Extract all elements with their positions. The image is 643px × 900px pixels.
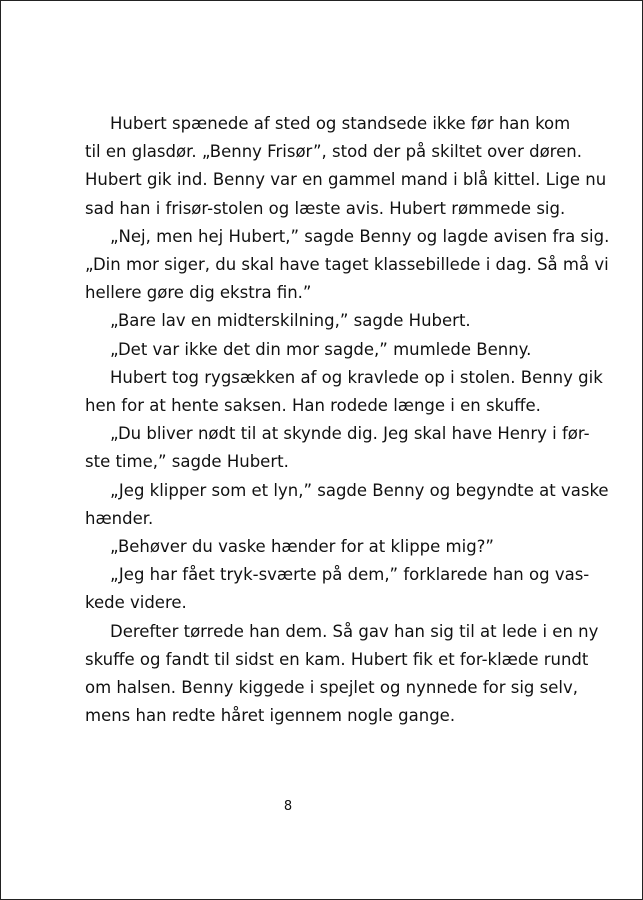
text-line: sad han i frisør-stolen og læste avis. Hubert rømmede sig. — [85, 198, 566, 218]
text-line: „Det var ikke det din mor sagde,” mumlede Benny. — [110, 339, 532, 359]
text-line: hen for at hente saksen. Han rodede længe i en skuffe. — [85, 396, 541, 416]
text-line: „Bare lav en midterskilning,” sagde Hubert. — [110, 311, 471, 331]
body-text — [85, 110, 610, 730]
text-line: „Du bliver nødt til at skynde dig. Jeg skal have Henry i før- — [110, 424, 590, 444]
text-line: ste time,” sagde Hubert. — [85, 452, 289, 472]
text-line: skuffe og fandt til sidst en kam. Hubert fik et for-klæde rundt — [85, 649, 589, 669]
text-line: „Jeg har fået tryk-sværte på dem,” forklarede han og vas- — [110, 565, 590, 585]
text-line: „Din mor siger, du skal have taget klassebillede i dag. Så må vi — [85, 255, 609, 275]
text-line: hænder. — [85, 508, 154, 528]
text-line: „Jeg klipper som et lyn,” sagde Benny og begyndte at vaske — [110, 480, 609, 500]
text-line: hellere gøre dig ekstra fin.” — [85, 283, 312, 303]
text-line: Hubert gik ind. Benny var en gammel mand i blå kittel. Lige nu — [85, 170, 607, 190]
text-line: om halsen. Benny kiggede i spejlet og nynnede for sig selv, — [85, 678, 578, 698]
page-number: 8 — [283, 799, 293, 814]
text-line: „Behøver du vaske hænder for at klippe mig?” — [110, 537, 494, 557]
text-line: „Nej, men hej Hubert,” sagde Benny og lagde avisen fra sig. — [110, 226, 610, 246]
text-line: Derefter tørrede han dem. Så gav han sig til at lede i en ny — [110, 621, 599, 641]
text-line: Hubert tog rygsækken af og kravlede op i stolen. Benny gik — [110, 367, 603, 387]
text-line: mens han redte håret igennem nogle gange. — [85, 706, 456, 726]
text-line: Hubert spænede af sted og standsede ikke før han kom — [110, 114, 571, 133]
text-line: kede videre. — [85, 593, 187, 613]
text-line: til en glasdør. „Benny Frisør”, stod der på skiltet over døren. — [85, 142, 582, 162]
